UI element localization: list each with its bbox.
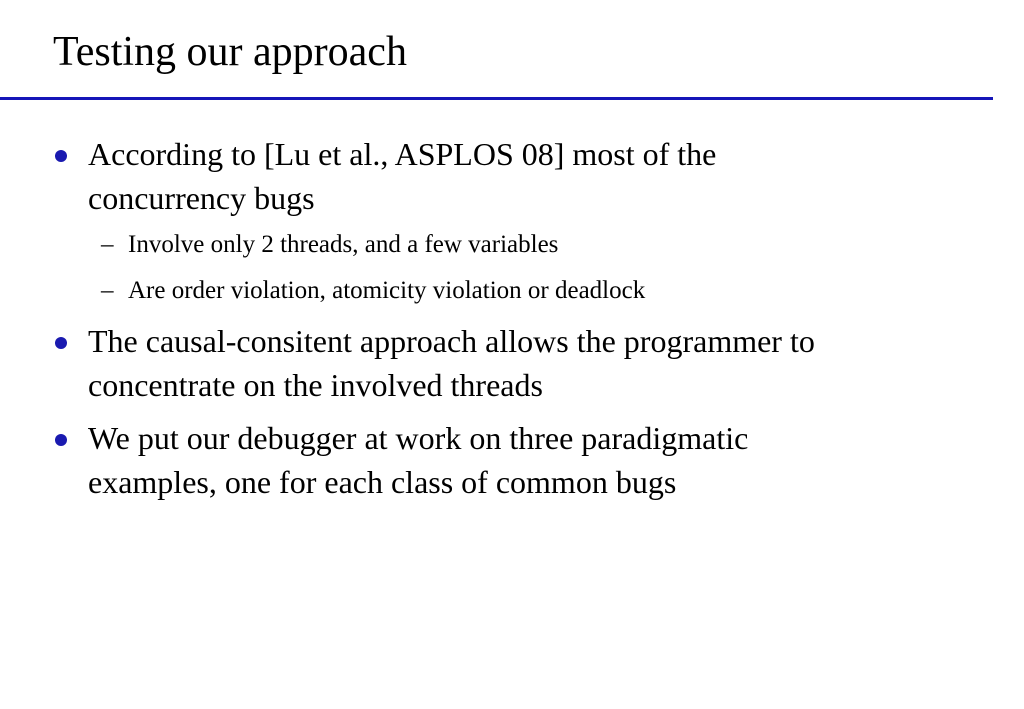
bullet-icon (55, 150, 67, 162)
sub-bullet-dash: – (101, 277, 114, 304)
sub-bullet-dash: – (101, 231, 114, 258)
list-item-line: The causal-consitent approach allows the programmer to (88, 323, 815, 359)
sub-list-item: Are order violation, atomicity violation or deadlock (128, 277, 646, 304)
list-item (88, 132, 968, 220)
list-item (88, 319, 968, 407)
list-item (88, 416, 968, 504)
list-item-line: We put our debugger at work on three paradigmatic (88, 420, 749, 456)
slide-title: Testing our approach (53, 29, 407, 75)
list-item-line: According to [Lu et al., ASPLOS 08] most of the (88, 136, 717, 172)
bullet-icon (55, 434, 67, 446)
list-item-line: concurrency bugs (88, 180, 315, 216)
bullet-icon (55, 337, 67, 349)
list-item-line: concentrate on the involved threads (88, 367, 543, 403)
list-item-line: examples, one for each class of common bugs (88, 464, 677, 500)
sub-list-item: Involve only 2 threads, and a few variables (128, 231, 559, 258)
